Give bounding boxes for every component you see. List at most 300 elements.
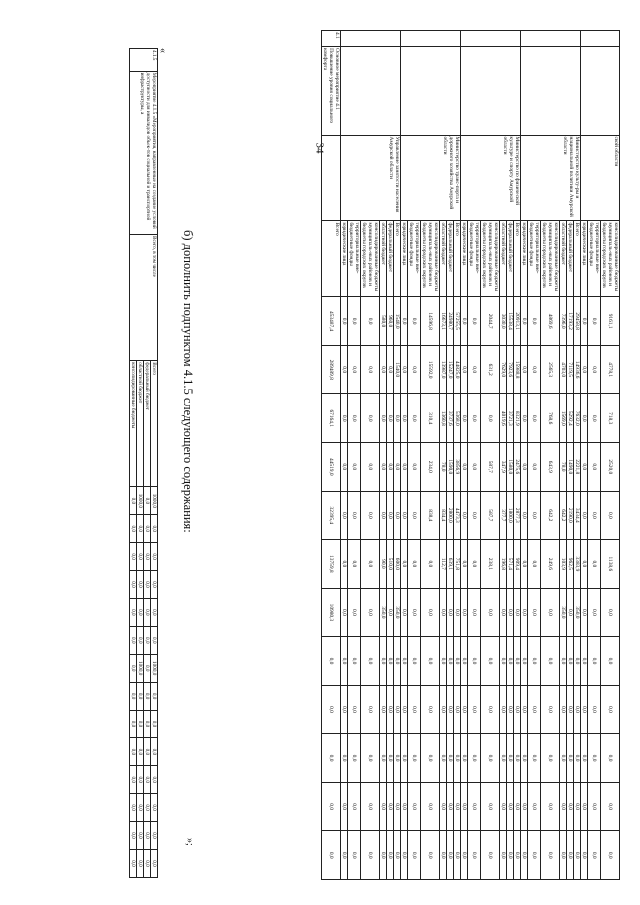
value-cell: 0,0 bbox=[500, 734, 507, 783]
document-page bbox=[60, 30, 620, 880]
value-cell: 0,0 bbox=[151, 710, 158, 738]
value-cell: 0,0 bbox=[144, 654, 151, 682]
table-row bbox=[394, 31, 401, 880]
value-cell: 17193,2 bbox=[567, 297, 574, 346]
responsible-cell: ской области bbox=[581, 135, 620, 221]
row-index-cell bbox=[521, 31, 581, 47]
value-cell: 0,0 bbox=[521, 782, 528, 831]
row-name-cell bbox=[521, 47, 581, 135]
value-cell: 834,4 bbox=[440, 491, 447, 540]
value-cell: 0,0 bbox=[514, 685, 521, 734]
value-cell: 10980,3 bbox=[322, 588, 341, 637]
value-cell: 0,0 bbox=[468, 685, 481, 734]
value-cell: 0,0 bbox=[137, 738, 144, 766]
value-cell: 0,0 bbox=[581, 345, 588, 394]
value-cell: 0,0 bbox=[521, 734, 528, 783]
value-cell: 0,0 bbox=[341, 540, 348, 589]
value-cell: 0,0 bbox=[601, 831, 620, 880]
value-cell: 377,7 bbox=[500, 491, 507, 540]
value-cell: 751,8 bbox=[454, 540, 461, 589]
funding-table bbox=[321, 30, 620, 880]
value-cell: 44519,0 bbox=[322, 443, 341, 492]
row-name-cell bbox=[341, 47, 401, 135]
value-cell: 718,3 bbox=[601, 394, 620, 443]
value-cell: 0,0 bbox=[394, 685, 401, 734]
quote-close: »; bbox=[184, 838, 195, 846]
value-cell: 0,0 bbox=[408, 345, 421, 394]
value-cell: 0,0 bbox=[541, 588, 560, 637]
value-cell: 0,0 bbox=[481, 782, 500, 831]
value-cell: 0,0 bbox=[421, 540, 440, 589]
value-cell: 14936,6 bbox=[574, 345, 581, 394]
value-cell: 0,0 bbox=[137, 598, 144, 626]
value-cell: 0,0 bbox=[394, 443, 401, 492]
value-cell: 0,0 bbox=[454, 685, 461, 734]
value-cell: 960,0 bbox=[387, 297, 394, 346]
table-row bbox=[601, 31, 620, 880]
value-cell: 0,0 bbox=[461, 540, 468, 589]
value-cell: 0,0 bbox=[574, 831, 581, 880]
value-cell: 0,0 bbox=[137, 849, 144, 877]
funding-source-cell: консолидированные бюджеты муниципаль-ных районов и бюджеты городских округов bbox=[541, 221, 560, 297]
value-cell: 2475,6 bbox=[514, 443, 521, 492]
value-cell: 0,0 bbox=[567, 637, 574, 686]
funding-source-cell: юридические лица bbox=[461, 221, 468, 297]
responsible-cell bbox=[322, 135, 341, 221]
responsible-cell: Министерство транс-порта и дорожного хозяйства Амурской области bbox=[401, 135, 461, 221]
value-cell: 0,0 bbox=[361, 540, 380, 589]
value-cell: 0,0 bbox=[401, 637, 408, 686]
value-cell: 0,0 bbox=[454, 588, 461, 637]
value-cell: 0,0 bbox=[401, 394, 408, 443]
value-cell: 0,0 bbox=[601, 685, 620, 734]
value-cell: 90,0 bbox=[380, 540, 387, 589]
value-cell: 642,2 bbox=[560, 491, 567, 540]
value-cell: 0,0 bbox=[601, 588, 620, 637]
value-cell: 0,0 bbox=[528, 540, 541, 589]
funding-source-cell: федеральный бюджет bbox=[507, 221, 514, 297]
value-cell: 0,0 bbox=[581, 297, 588, 346]
value-cell: 0,0 bbox=[401, 297, 408, 346]
value-cell: 0,0 bbox=[144, 626, 151, 654]
value-cell: 0,0 bbox=[151, 571, 158, 599]
value-cell: 0,0 bbox=[521, 685, 528, 734]
value-cell: 0,0 bbox=[401, 734, 408, 783]
value-cell: 0,0 bbox=[421, 782, 440, 831]
value-cell: 0,0 bbox=[387, 685, 394, 734]
value-cell: 0,0 bbox=[421, 831, 440, 880]
value-cell: 0,0 bbox=[521, 297, 528, 346]
value-cell: 0,0 bbox=[514, 734, 521, 783]
value-cell: 0,0 bbox=[408, 394, 421, 443]
value-cell: 0,0 bbox=[440, 831, 447, 880]
value-cell: 0,0 bbox=[341, 345, 348, 394]
value-cell: 0,0 bbox=[468, 297, 481, 346]
value-cell: 0,0 bbox=[541, 685, 560, 734]
value-cell: 0,0 bbox=[130, 794, 137, 822]
value-cell: 0,0 bbox=[521, 394, 528, 443]
funding-source-cell: консолидированные бюджеты муниципаль-ных районов и бюджеты городских округов bbox=[421, 221, 440, 297]
value-cell: 0,0 bbox=[322, 685, 341, 734]
value-cell: 0,0 bbox=[137, 794, 144, 822]
value-cell: 0,0 bbox=[421, 637, 440, 686]
value-cell: 0,0 bbox=[380, 637, 387, 686]
value-cell: 0,0 bbox=[528, 685, 541, 734]
value-cell: 0,0 bbox=[387, 782, 394, 831]
value-cell: 0,0 bbox=[144, 849, 151, 877]
value-cell: 1590,0 bbox=[447, 443, 454, 492]
value-cell: 0,0 bbox=[387, 345, 394, 394]
value-cell: 0,0 bbox=[394, 394, 401, 443]
responsible-cell: Всего, в том числе bbox=[130, 234, 158, 360]
value-cell: 196,8 bbox=[500, 540, 507, 589]
funding-source-cell: областной бюджет bbox=[440, 221, 447, 297]
value-cell: 0,0 bbox=[521, 637, 528, 686]
row-index-cell bbox=[461, 31, 521, 47]
value-cell: 0,0 bbox=[394, 637, 401, 686]
value-cell: 1000,0 bbox=[151, 487, 158, 515]
value-cell: 57255,5 bbox=[454, 297, 461, 346]
value-cell: 0,0 bbox=[151, 682, 158, 710]
value-cell: 0,0 bbox=[348, 685, 361, 734]
value-cell: 0,0 bbox=[461, 491, 468, 540]
value-cell: 0,0 bbox=[401, 831, 408, 880]
value-cell: 0,0 bbox=[408, 540, 421, 589]
value-cell: 0,0 bbox=[481, 831, 500, 880]
value-cell: 962,5 bbox=[567, 540, 574, 589]
value-cell: 1569,0 bbox=[560, 394, 567, 443]
value-cell: 0,0 bbox=[574, 734, 581, 783]
value-cell: 0,0 bbox=[461, 782, 468, 831]
value-cell: 0,0 bbox=[151, 598, 158, 626]
value-cell: 0,0 bbox=[130, 598, 137, 626]
value-cell: 4869,6 bbox=[541, 297, 560, 346]
value-cell: 0,0 bbox=[500, 831, 507, 880]
value-cell: 0,0 bbox=[341, 637, 348, 686]
funding-source-cell: областной бюджет bbox=[560, 221, 567, 297]
value-cell: 0,0 bbox=[581, 734, 588, 783]
value-cell: 0,0 bbox=[137, 710, 144, 738]
value-cell: 3383,9 bbox=[574, 540, 581, 589]
value-cell: 0,0 bbox=[481, 685, 500, 734]
value-cell: 15247,0 bbox=[447, 345, 454, 394]
value-cell: 0,0 bbox=[567, 782, 574, 831]
value-cell: 0,0 bbox=[387, 637, 394, 686]
value-cell: 0,0 bbox=[588, 831, 601, 880]
value-cell: 0,0 bbox=[567, 734, 574, 783]
value-cell: 0,0 bbox=[151, 766, 158, 794]
value-cell: 1000,0 bbox=[151, 654, 158, 682]
value-cell: 0,0 bbox=[421, 685, 440, 734]
value-cell: 0,0 bbox=[588, 443, 601, 492]
value-cell: 8321,9 bbox=[514, 394, 521, 443]
row-name-cell bbox=[581, 47, 620, 135]
value-cell: 643,9 bbox=[541, 443, 560, 492]
value-cell: 0,0 bbox=[468, 443, 481, 492]
value-cell: 0,0 bbox=[380, 734, 387, 783]
value-cell: 0,0 bbox=[528, 588, 541, 637]
value-cell: 0,0 bbox=[151, 626, 158, 654]
value-cell: 0,0 bbox=[507, 588, 514, 637]
value-cell: 15538,4 bbox=[507, 297, 514, 346]
value-cell: 0,0 bbox=[461, 831, 468, 880]
value-cell: 631,2 bbox=[481, 345, 500, 394]
value-cell: 0,0 bbox=[560, 685, 567, 734]
value-cell: 0,0 bbox=[440, 637, 447, 686]
funding-source-cell: областной бюджет bbox=[380, 221, 387, 297]
value-cell: 0,0 bbox=[521, 540, 528, 589]
row-name-cell: Мероприятие 4.1.5 «Мероприятия, направленные на создание условий доступности для инвалидов объек-тов социальной и транспортной инфраструктуры, а bbox=[130, 71, 158, 234]
value-cell: 0,0 bbox=[461, 443, 468, 492]
value-cell: 0,0 bbox=[130, 822, 137, 850]
value-cell: 0,0 bbox=[151, 738, 158, 766]
funding-source-cell: консолидированные бюджеты муниципаль-ных районов и бюджеты городских округов bbox=[601, 221, 620, 297]
value-cell: 0,0 bbox=[408, 734, 421, 783]
funding-source-cell: федеральный бюджет bbox=[144, 361, 151, 487]
value-cell: 0,0 bbox=[567, 588, 574, 637]
value-cell: 0,0 bbox=[521, 831, 528, 880]
value-cell: 768,6 bbox=[541, 394, 560, 443]
value-cell: 0,0 bbox=[581, 491, 588, 540]
value-cell: 0,0 bbox=[440, 782, 447, 831]
value-cell: 0,0 bbox=[521, 443, 528, 492]
value-cell: 0,0 bbox=[560, 831, 567, 880]
value-cell: 0,0 bbox=[408, 685, 421, 734]
value-cell: 0,0 bbox=[144, 766, 151, 794]
value-cell: 0,0 bbox=[137, 682, 144, 710]
value-cell: 0,0 bbox=[500, 588, 507, 637]
value-cell: 0,0 bbox=[341, 443, 348, 492]
funding-source-cell: Всего bbox=[394, 221, 401, 297]
value-cell: 0,0 bbox=[408, 637, 421, 686]
value-cell: 3737,6 bbox=[447, 394, 454, 443]
value-cell: 0,0 bbox=[588, 297, 601, 346]
value-cell: 0,0 bbox=[541, 831, 560, 880]
value-cell: 0,0 bbox=[514, 588, 521, 637]
value-cell: 0,0 bbox=[507, 685, 514, 734]
value-cell: 0,0 bbox=[408, 831, 421, 880]
value-cell: 0,0 bbox=[507, 831, 514, 880]
value-cell: 2190,0 bbox=[567, 491, 574, 540]
value-cell: 0,0 bbox=[130, 710, 137, 738]
value-cell: 0,0 bbox=[528, 782, 541, 831]
value-cell: 0,0 bbox=[361, 782, 380, 831]
amendment-heading: б) дополнить подпунктом 4.1.5 следующего содержания: bbox=[181, 230, 195, 533]
value-cell: 0,0 bbox=[361, 491, 380, 540]
value-cell: 2565,3 bbox=[541, 345, 560, 394]
value-cell: 1490,0 bbox=[567, 443, 574, 492]
value-cell: 0,0 bbox=[380, 685, 387, 734]
value-cell: 0,0 bbox=[387, 443, 394, 492]
value-cell: 0,0 bbox=[500, 782, 507, 831]
value-cell: 1000,0 bbox=[137, 654, 144, 682]
value-cell: 0,0 bbox=[588, 588, 601, 637]
value-cell: 0,0 bbox=[521, 588, 528, 637]
value-cell: 600,0 bbox=[394, 540, 401, 589]
funding-source-cell: консолидированные бюджеты муниципаль-ных районов и бюджеты городских округов bbox=[361, 221, 380, 297]
value-cell: 0,0 bbox=[421, 734, 440, 783]
value-cell: 0,0 bbox=[137, 766, 144, 794]
value-cell: 103,9 bbox=[560, 540, 567, 589]
value-cell: 0,0 bbox=[380, 394, 387, 443]
value-cell: 0,0 bbox=[567, 685, 574, 734]
value-cell: 0,0 bbox=[151, 515, 158, 543]
value-cell: 0,0 bbox=[130, 515, 137, 543]
value-cell: 238,1 bbox=[481, 540, 500, 589]
value-cell: 0,0 bbox=[440, 685, 447, 734]
value-cell: 0,0 bbox=[130, 487, 137, 515]
table-row bbox=[454, 31, 461, 880]
value-cell: 78,0 bbox=[560, 443, 567, 492]
value-cell: 0,0 bbox=[361, 637, 380, 686]
value-cell: 0,0 bbox=[581, 394, 588, 443]
value-cell: 0,0 bbox=[447, 588, 454, 637]
value-cell: 0,0 bbox=[481, 734, 500, 783]
responsible-cell: Управление занятости населения Амурской области bbox=[341, 135, 401, 221]
value-cell: 0,0 bbox=[440, 588, 447, 637]
value-cell: 7629,0 bbox=[500, 345, 507, 394]
value-cell: 0,0 bbox=[341, 394, 348, 443]
value-cell: 0,0 bbox=[588, 540, 601, 589]
value-cell: 0,0 bbox=[521, 491, 528, 540]
funding-source-cell: юридические лица bbox=[581, 221, 588, 297]
value-cell: 0,0 bbox=[144, 710, 151, 738]
value-cell: 0,0 bbox=[387, 831, 394, 880]
value-cell: 0,0 bbox=[387, 734, 394, 783]
value-cell: 0,0 bbox=[461, 345, 468, 394]
value-cell: 0,0 bbox=[130, 766, 137, 794]
value-cell: 0,0 bbox=[440, 734, 447, 783]
value-cell: 0,0 bbox=[151, 849, 158, 877]
value-cell: 0,0 bbox=[361, 394, 380, 443]
value-cell: 0,0 bbox=[461, 588, 468, 637]
value-cell: 24980,7 bbox=[447, 297, 454, 346]
value-cell: 0,0 bbox=[144, 682, 151, 710]
value-cell: 5292,4 bbox=[567, 394, 574, 443]
value-cell: 0,0 bbox=[408, 443, 421, 492]
value-cell: 350,0 bbox=[380, 588, 387, 637]
value-cell: 0,0 bbox=[144, 487, 151, 515]
value-cell: 3721,3 bbox=[507, 394, 514, 443]
value-cell: 0,0 bbox=[401, 685, 408, 734]
value-cell: 909,4 bbox=[514, 540, 521, 589]
row-index-cell: 4.1 bbox=[322, 31, 341, 47]
value-cell: 0,0 bbox=[387, 394, 394, 443]
value-cell: 0,0 bbox=[581, 831, 588, 880]
page-number: 34 bbox=[313, 142, 326, 154]
value-cell: 1360,8 bbox=[440, 394, 447, 443]
value-cell: 0,0 bbox=[348, 443, 361, 492]
value-cell: 0,0 bbox=[601, 491, 620, 540]
value-cell: 0,0 bbox=[144, 543, 151, 571]
value-cell: 0,0 bbox=[528, 297, 541, 346]
value-cell: 1540,0 bbox=[394, 345, 401, 394]
value-cell: 0,0 bbox=[461, 637, 468, 686]
value-cell: 0,0 bbox=[454, 831, 461, 880]
value-cell: 0,0 bbox=[348, 491, 361, 540]
value-cell: 0,0 bbox=[581, 588, 588, 637]
value-cell: 0,0 bbox=[130, 626, 137, 654]
value-cell: 15592,0 bbox=[421, 345, 440, 394]
value-cell: 1580,0 bbox=[507, 443, 514, 492]
value-cell: 0,0 bbox=[560, 782, 567, 831]
value-cell: 0,0 bbox=[507, 782, 514, 831]
value-cell: 0,0 bbox=[528, 394, 541, 443]
value-cell: 350,0 bbox=[574, 588, 581, 637]
value-cell: 0,0 bbox=[401, 345, 408, 394]
value-cell: 0,0 bbox=[144, 794, 151, 822]
value-cell: 7119,5 bbox=[567, 345, 574, 394]
value-cell: 0,0 bbox=[394, 782, 401, 831]
value-cell: 0,0 bbox=[144, 571, 151, 599]
row-name-cell bbox=[401, 47, 461, 135]
value-cell: 0,0 bbox=[380, 345, 387, 394]
value-cell: 0,0 bbox=[507, 734, 514, 783]
value-cell: 0,0 bbox=[151, 794, 158, 822]
value-cell: 0,0 bbox=[468, 345, 481, 394]
value-cell: 0,0 bbox=[514, 782, 521, 831]
value-cell: 0,0 bbox=[461, 394, 468, 443]
value-cell: 1000,0 bbox=[137, 487, 144, 515]
value-cell: 838,4 bbox=[421, 491, 440, 540]
value-cell: 0,0 bbox=[401, 588, 408, 637]
value-cell: 0,0 bbox=[468, 782, 481, 831]
value-cell: 0,0 bbox=[401, 782, 408, 831]
funding-source-cell: Всего bbox=[151, 361, 158, 487]
value-cell: 310,4 bbox=[421, 394, 440, 443]
value-cell: 0,0 bbox=[341, 588, 348, 637]
value-cell: 0,0 bbox=[341, 734, 348, 783]
value-cell: 4778,1 bbox=[601, 345, 620, 394]
value-cell: 0,0 bbox=[507, 637, 514, 686]
value-cell: 0,0 bbox=[322, 831, 341, 880]
value-cell: 0,0 bbox=[581, 685, 588, 734]
funding-source-cell: федеральный бюджет bbox=[387, 221, 394, 297]
value-cell: 0,0 bbox=[348, 831, 361, 880]
value-cell: 0,0 bbox=[137, 515, 144, 543]
value-cell: 0,0 bbox=[500, 637, 507, 686]
value-cell: 0,0 bbox=[401, 491, 408, 540]
value-cell: 0,0 bbox=[454, 637, 461, 686]
value-cell: 234,0 bbox=[421, 443, 440, 492]
value-cell: 0,0 bbox=[151, 543, 158, 571]
value-cell: 2800,0 bbox=[447, 491, 454, 540]
value-cell: 0,0 bbox=[581, 637, 588, 686]
value-cell: 0,0 bbox=[408, 297, 421, 346]
value-cell: 2520,0 bbox=[601, 443, 620, 492]
value-cell: 3030,0 bbox=[500, 297, 507, 346]
value-cell: 16673,1 bbox=[440, 297, 447, 346]
value-cell: 347,9 bbox=[500, 443, 507, 492]
value-cell: 571,4 bbox=[507, 540, 514, 589]
value-cell: 0,0 bbox=[481, 394, 500, 443]
value-cell: 289489,8 bbox=[322, 345, 341, 394]
value-cell: 0,0 bbox=[447, 734, 454, 783]
responsible-cell: Министерство культу-ры и национальной политики Амурской области bbox=[521, 135, 581, 221]
value-cell: 0,0 bbox=[468, 637, 481, 686]
value-cell: 0,0 bbox=[560, 734, 567, 783]
value-cell: 0,0 bbox=[130, 849, 137, 877]
funding-source-cell: Всего bbox=[574, 221, 581, 297]
value-cell: 0,0 bbox=[348, 297, 361, 346]
row-name-cell: Основное мероприятие 4.1 Повышение уровня социального комфорта bbox=[322, 47, 341, 135]
value-cell: 0,0 bbox=[581, 443, 588, 492]
value-cell: 510,0 bbox=[387, 540, 394, 589]
value-cell: 0,0 bbox=[421, 588, 440, 637]
value-cell: 580,0 bbox=[380, 297, 387, 346]
value-cell: 0,0 bbox=[481, 588, 500, 637]
value-cell: 0,0 bbox=[322, 637, 341, 686]
